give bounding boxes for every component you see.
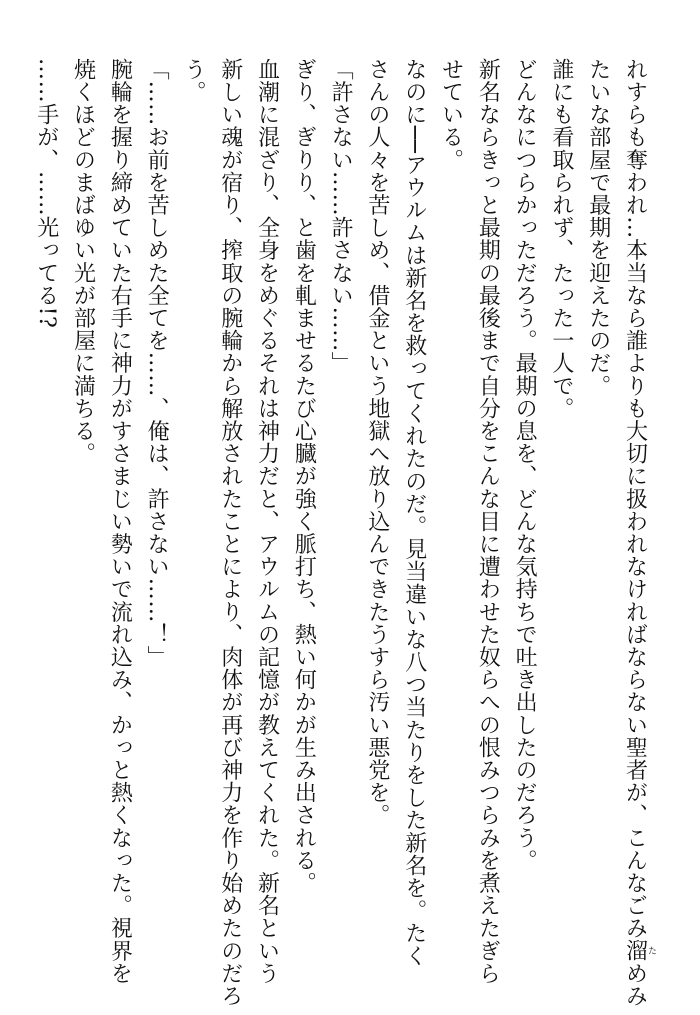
ruby-reading: た xyxy=(646,939,656,962)
text-line-14: 「……お前を苦しめた全てを……、俺は、許さない……！」 xyxy=(144,58,170,669)
text-line-3: 誰にも看取られず、たった一人で。 xyxy=(548,58,574,420)
text-line-9: 「許さない……許さない……」 xyxy=(328,58,354,375)
text-line-15: 腕輪を握り締めていた右手に神力がすさまじい勢いで流れ込み、かっと熱くなった。視界を xyxy=(107,58,133,985)
text-line-16: 焼くほどのまばゆい光が部屋に満ちる。 xyxy=(70,58,96,465)
text-line-2: たいな部屋で最期を迎えたのだ。 xyxy=(585,58,611,397)
text-line-5: 新名ならきっと最期の最後まで自分をこんな目に遭わせた奴らへの恨みつらみを煮えたぎら xyxy=(475,58,501,985)
text-line-13: う。 xyxy=(180,58,206,104)
ruby-tail: めみ xyxy=(622,962,648,1008)
text-line-12: 新しい魂が宿り、搾取の腕輪から解放されたことにより、肉体が再び神力を作り始めたのだろ xyxy=(217,58,243,1008)
vertical-text-body xyxy=(27,58,656,1008)
text-line-4: どんなにつらかっただろう。最期の息を、どんな気持ちで吐き出したのだろう。 xyxy=(512,58,538,872)
text-line-6: せている。 xyxy=(438,58,464,171)
text-line-7: なのに──アウルムは新名を救ってくれたのだ。見当違いな八つ当たりをした新名を。たく xyxy=(401,58,427,968)
text-line-1 xyxy=(616,58,656,1008)
text-line-8: さんの人々を苦しめ、借金という地獄へ放り込んできたうすら汚い悪党を。 xyxy=(364,58,390,827)
ruby-base: 溜 xyxy=(622,939,648,963)
ruby-word xyxy=(622,939,656,963)
text-line-11: 血潮に混ざり、全身をめぐるそれは神力だと、アウルムの記憶が教えてくれた。新名という xyxy=(254,58,280,985)
text-line-17: ……手が、……光ってる!? xyxy=(33,58,59,329)
text-line-1-main: れすらも奪われ…本当なら誰よりも大切に扱われなければならない聖者が、こんなごみ xyxy=(622,58,648,940)
text-line-10: ぎり、ぎりり、と歯を軋ませるたび心臓が強く脈打ち、熱い何かが生み出される。 xyxy=(291,58,317,895)
